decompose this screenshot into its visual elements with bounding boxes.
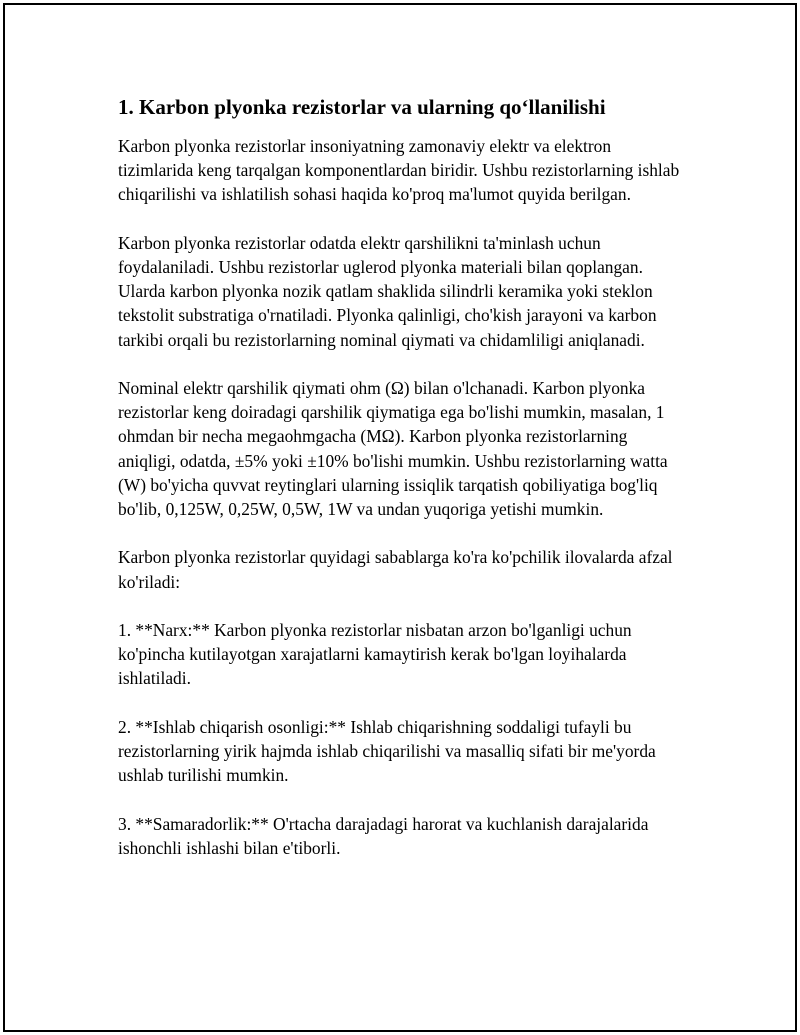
resistance-paragraph: Nominal elektr qarshilik qiymati ohm (Ω) bilan o'lchanadi. Karbon plyonka rezistorlar keng doiradagi qarshilik qiymatiga ega bo'lishi mumkin, masalan, 1 ohmdan bir necha megaohmgacha (MΩ). Karbon plyonka rezistorlarning aniqligi, odatda, ±5% yoki ±10% bo'lishi mumkin. Ushbu rezistorlarning watta (W) bo'yicha quvvat reytinglari ularning issiqlik tarqatish qobiliyatiga bog'liq bo'lib, 0,125W, 0,25W, 0,5W, 1W va undan yuqoriga yetishi mumkin. [118, 378, 668, 520]
list-item-price: 1. **Narx:** Karbon plyonka rezistorlar nisbatan arzon bo'lganligi uchun ko'pincha kutilayotgan xarajatlarni kamaytirish kerak bo'lgan loyihalarda ishlatiladi. [118, 620, 632, 689]
intro-paragraph: Karbon plyonka rezistorlar insoniyatning zamonaviy elektr va elektron tizimlarida keng tarqalgan komponentlardan biridir. Ushbu rezistorlarning ishlab chiqarilishi va ishlatilish sohasi haqida ko'proq ma'lumot quyida berilgan. [118, 136, 680, 205]
document-body [118, 92, 688, 884]
document-title: 1. Karbon plyonka rezistorlar va ularning qo‘llanilishi [118, 95, 606, 119]
list-item-manufacturing: 2. **Ishlab chiqarish osonligi:** Ishlab chiqarishning soddaligi tufayli bu rezistorlarning yirik hajmda ishlab chiqarilishi va masalliq sifati bir me'yorda ushlab turilishi mumkin. [118, 716, 656, 786]
list-item-efficiency: 3. **Samaradorlik:** O'rtacha darajadagi harorat va kuchlanish darajalarida ishonchli ishlashi bilan e'tiborli. [118, 813, 649, 858]
reasons-intro-paragraph: Karbon plyonka rezistorlar quyidagi sabablarga ko'ra ko'pchilik ilovalarda afzal ko'riladi: [118, 547, 673, 592]
usage-paragraph: Karbon plyonka rezistorlar odatda elektr qarshilikni ta'minlash uchun foydalaniladi. Ushbu rezistorlar uglerod plyonka materiali bilan qoplangan. Ularda karbon plyonka nozik qatlam shaklida silindrli keramika yoki steklon tekstolit substratiga o'rnatiladi. Plyonka qalinligi, cho'kish jarayoni va karbon tarkibi orqali bu rezistorlarning nominal qiymati va chidamliligi aniqlanadi. [118, 232, 657, 350]
